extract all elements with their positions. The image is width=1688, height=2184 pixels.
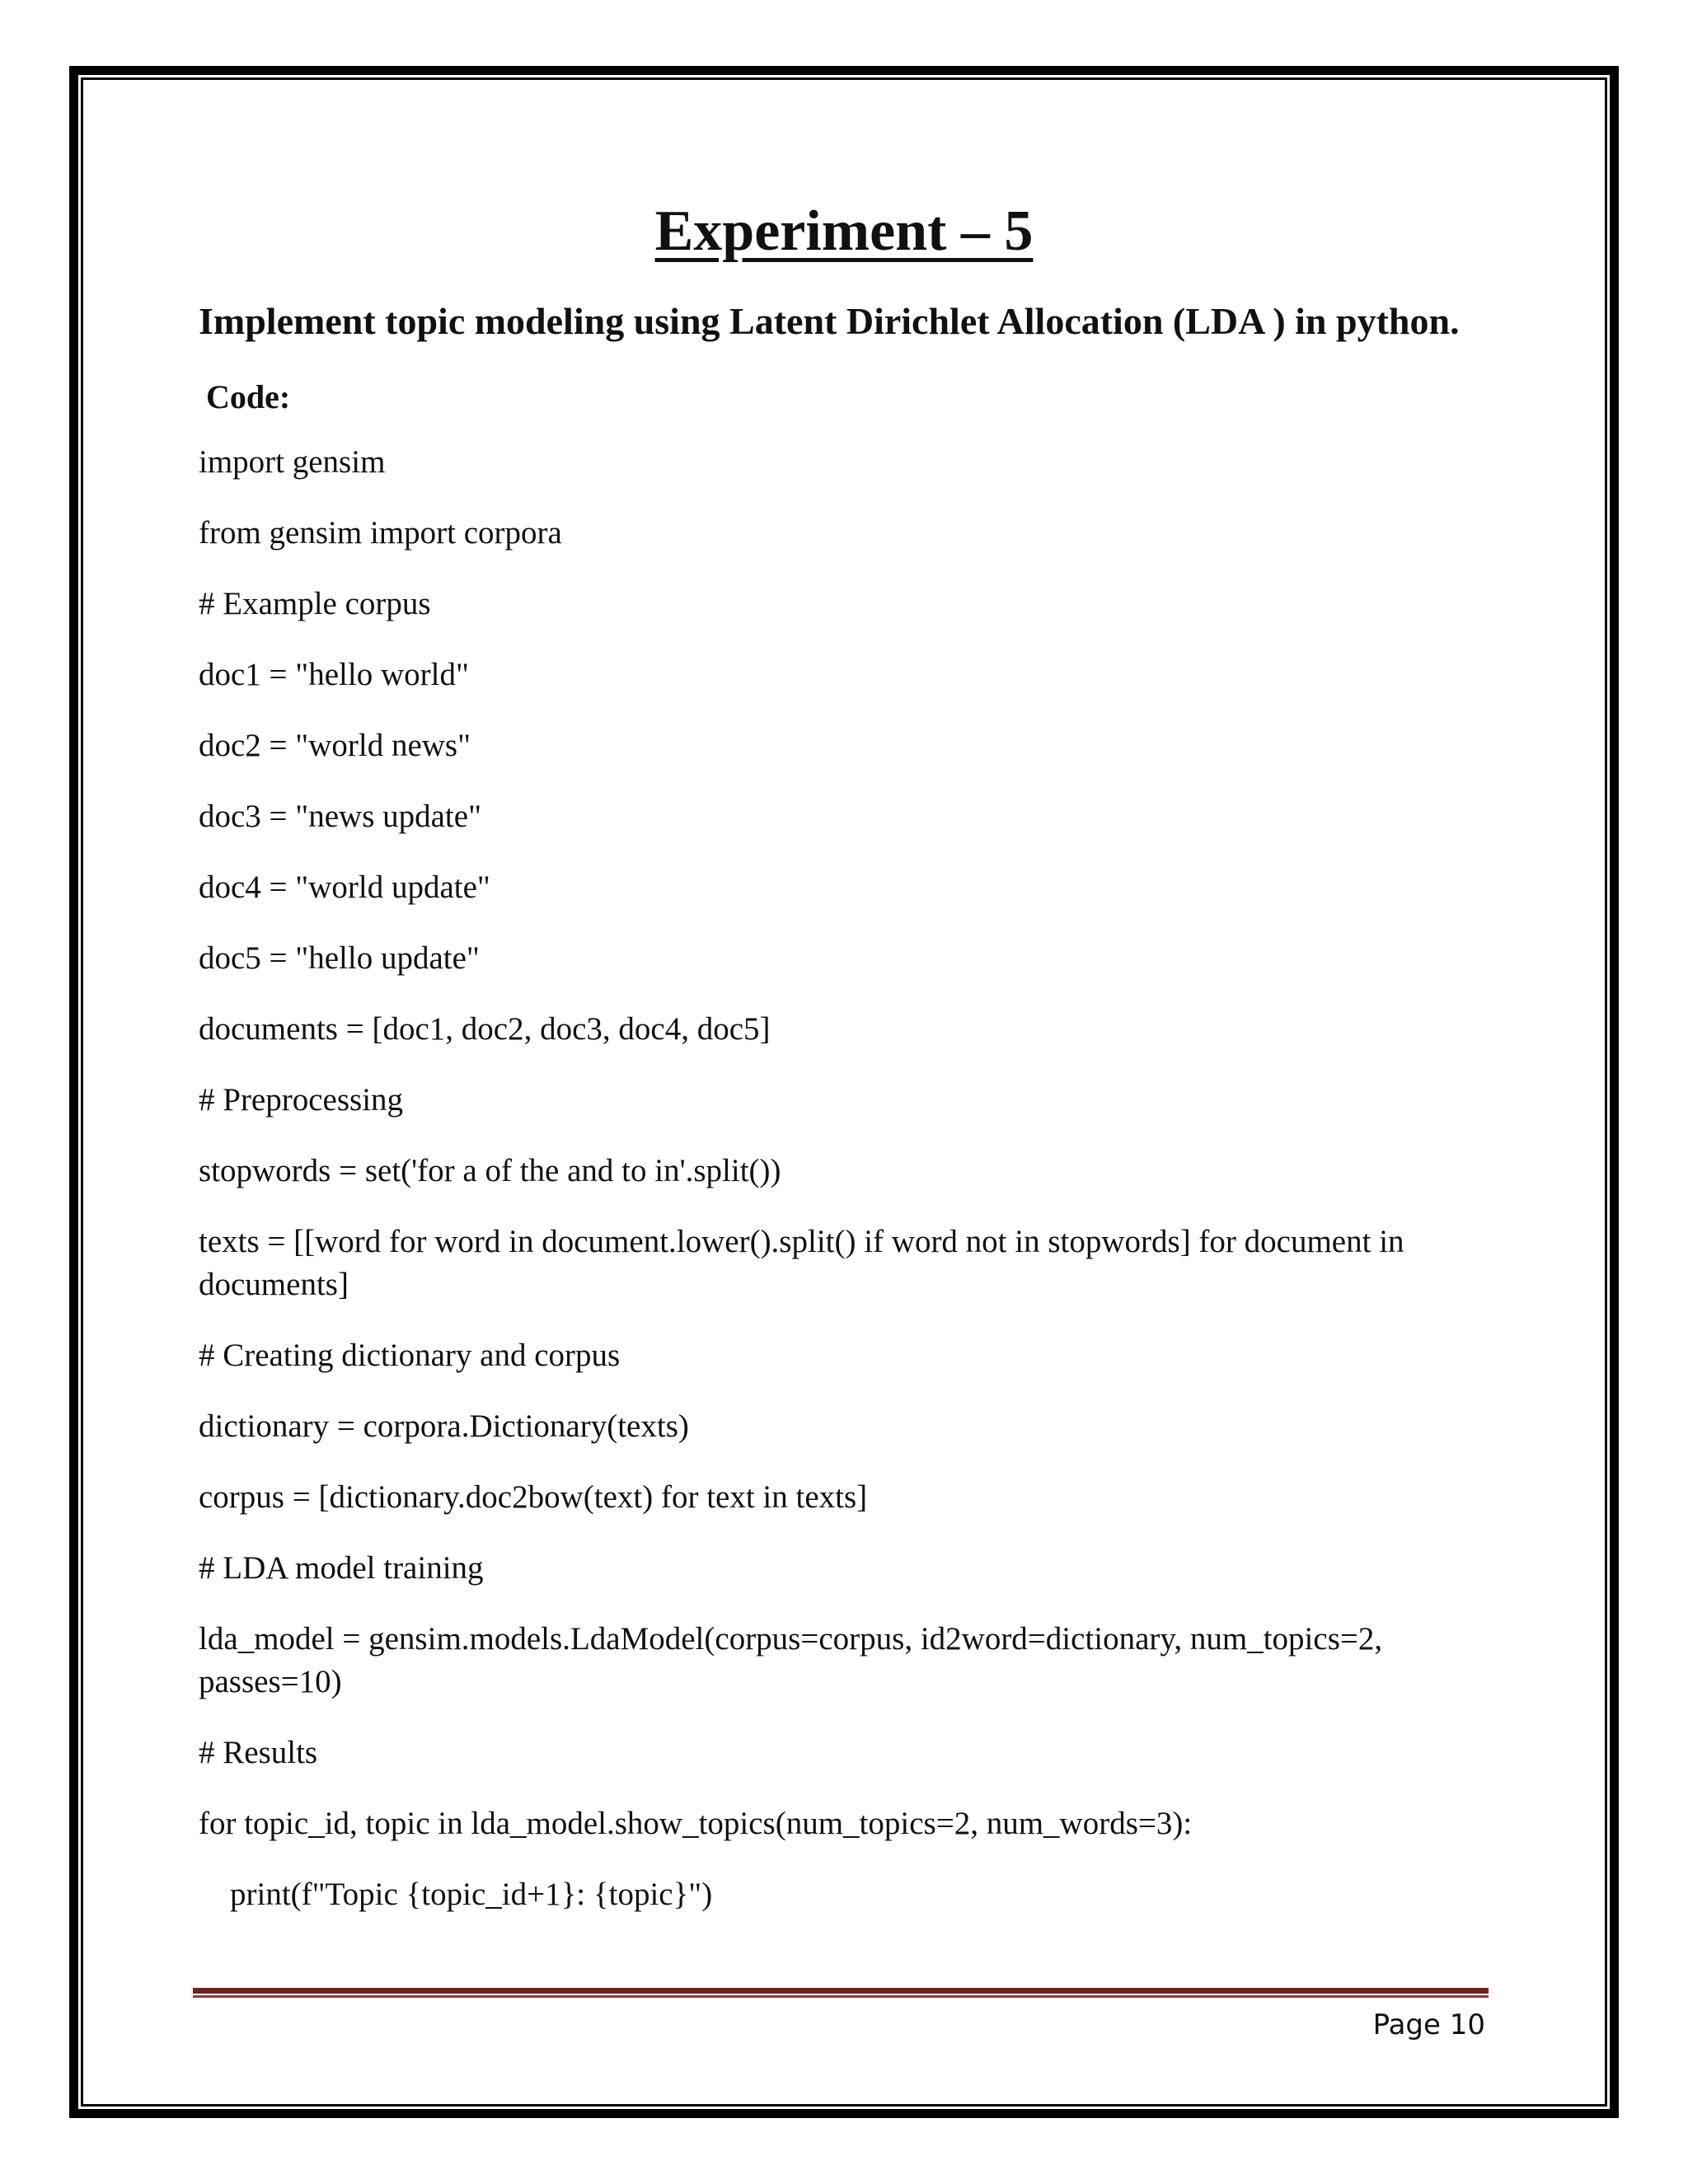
code-line: stopwords = set('for a of the and to in'.split()) [199, 1153, 781, 1188]
page-number: Page 10 [1372, 2008, 1485, 2041]
code-line: documents = [doc1, doc2, doc3, doc4, doc5] [199, 1011, 771, 1047]
code-line: # Creating dictionary and corpus [199, 1338, 621, 1373]
footer-rule [193, 1988, 1489, 1994]
page-title-text: Experiment – 5 [654, 199, 1034, 263]
code-line: doc3 = "news update" [199, 799, 482, 834]
code-line: print(f"Topic {topic_id+1}: {topic}") [230, 1877, 713, 1912]
code-line: # LDA model training [199, 1550, 484, 1586]
code-line: # Preprocessing [199, 1082, 404, 1118]
code-block [199, 441, 1501, 1944]
code-line: corpus = [dictionary.doc2bow(text) for text in texts] [199, 1479, 868, 1515]
code-line: lda_model = gensim.models.LdaModel(corpus=corpus, id2word=dictionary, num_topics=2, passes=10) [199, 1621, 1390, 1699]
page-title [0, 194, 1688, 269]
code-line: texts = [[word for word in document.lower().split() if word not in stopwords] for document in documents] [199, 1224, 1413, 1302]
code-line: for topic_id, topic in lda_model.show_topics(num_topics=2, num_words=3): [199, 1806, 1193, 1841]
footer-rule-thin [193, 1995, 1489, 1998]
code-line: from gensim import corpora [199, 515, 562, 551]
code-label: Code: [206, 378, 291, 415]
experiment-aim: Implement topic modeling using Latent Dirichlet Allocation (LDA ) in python. [199, 300, 1460, 342]
code-line: doc2 = "world news" [199, 728, 471, 763]
code-line: dictionary = corpora.Dictionary(texts) [199, 1408, 689, 1444]
code-line: import gensim [199, 444, 386, 480]
code-line: doc1 = "hello world" [199, 657, 469, 692]
code-line: # Results [199, 1735, 318, 1770]
code-line: doc4 = "world update" [199, 869, 490, 905]
code-line: # Example corpus [199, 586, 431, 621]
code-line: doc5 = "hello update" [199, 940, 480, 976]
